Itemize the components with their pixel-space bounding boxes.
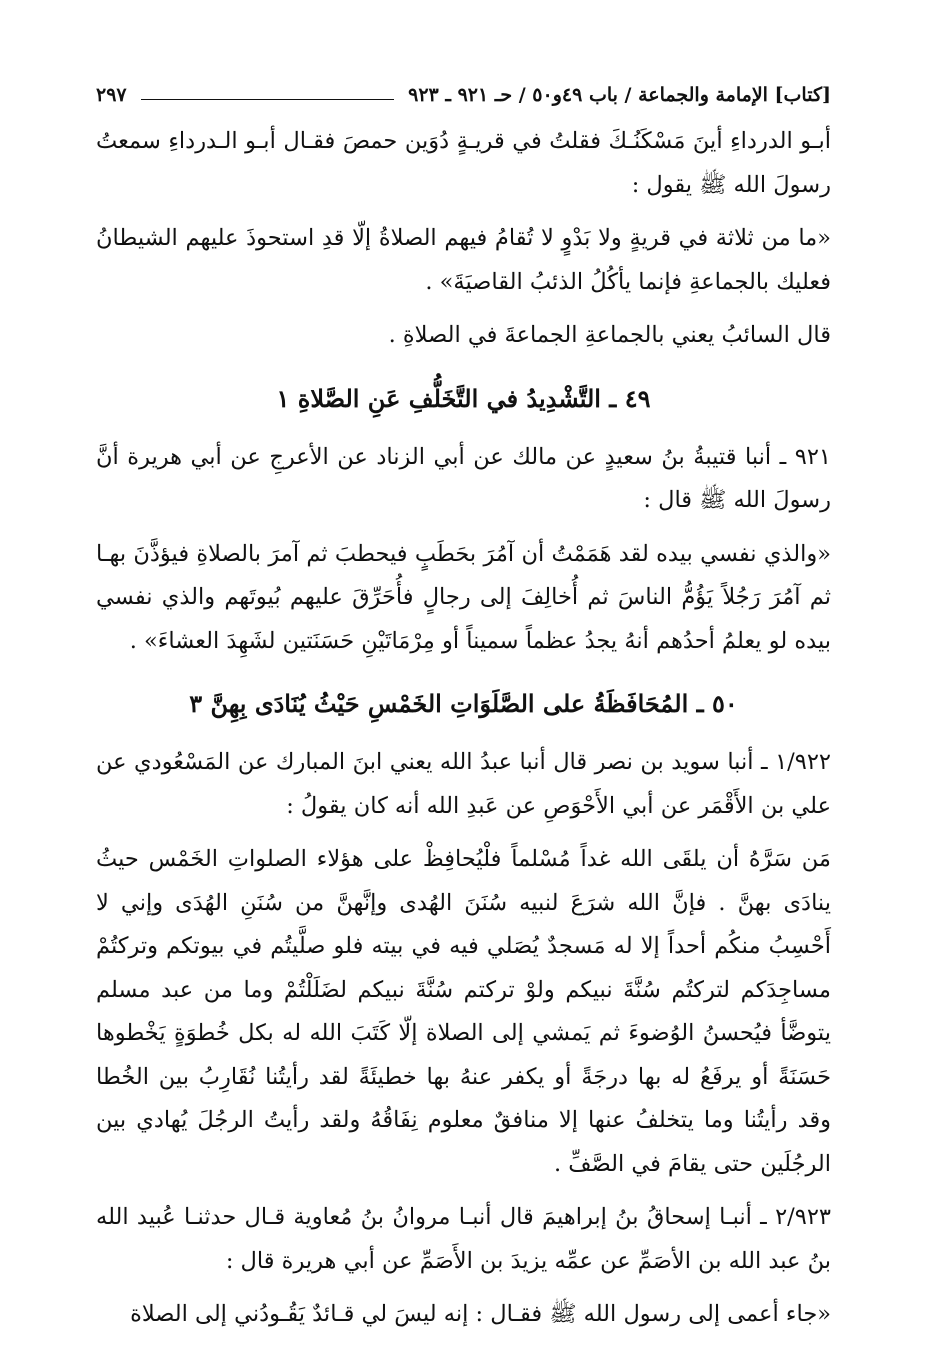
hadith-922-text: مَن سَرَّهُ أن يلقَى الله غداً مُسْلماً فلْيُحافِظْ على هؤلاء الصلواتِ الخَمْس حيثُ ينادَى بهنَّ . فإنَّ الله شرَعَ لنبيه سُنَنَ الهُدى وإنَّهنَّ من سُنَنِ الهُدَى وإني لا أَحْسِبُ منكُم أحداً إلا له مَسجدٌ يُصَلي فيه في بيته فلو صلَّيتُم في بيوتكم وتركتُمْ مساجِدَكم لتركتُم سُنَّةَ نبيكم ولوْ تركتم سُنَّةَ نبيكم لضَلَلْتُمْ وما من عبد مسلم يتوضَّأ فيُحسنُ الوُضوءَ ثم يَمشي إلى الصلاة إلّا كَتَبَ الله له بكل خُطوَةٍ يَخْطوها حَسَنَةً أو يرفَعُ له بها درجَةً أو يكفر عنهُ بها خطيئَةً لقد رأيتُنا نُقَارِبُ بين الخُطا وقد رأيتُنا وما يتخلفُ عنها إلا منافقٌ معلوم نِفَاقُهُ ولقد رأيتُ الرجُلَ يُهادي بين الرجُلَين حتى يقامَ في الصَّفِّ . (96, 846, 831, 1177)
page-number: ٢٩٧ (96, 84, 127, 106)
hadith-923: ٢/٩٢٣ ـ أنبـا إسحاقُ بنُ إبراهيمَ قال أنبـا مروانُ بنُ مُعاوية قـال حدثنـا عُبيد الله بنُ عبد الله بن الأصَمِّ عن عمِّه يزيدَ بن الأَصَمِّ عن أبي هريرة قال : (96, 1204, 831, 1274)
paragraph-1: أبـو الدرداءِ أينَ مَسْكَنُـكَ فقلتُ في قريـةٍ دُوَين حمصَ فقـال أبـو الـدرداءِ سمعتُ رسولَ الله ﷺ يقول : (96, 128, 831, 198)
running-title: [كتاب] الإمامة والجماعة / باب ٤٩و٥٠ / حـ ٩٢١ ـ ٩٢٣ (408, 84, 831, 106)
hadith-921-text: «والذي نفسي بيده لقد هَمَمْتُ أن آمُرَ بحَطَبٍ فيحطبَ ثم آمرَ بالصلاةِ فيؤذَّنَ بهـا ثم آمُرَ رَجُلاً يَؤُمُّ الناسَ ثم أُخالِفَ إلى رجالٍ فأُحَرِّقَ عليهم بُيوتَهم والذي نفسي بيده لو يعلمُ أحدُهم أنهُ يجدُ عظماً سميناً أو مِرْمَاتَيْنِ حَسَنَتين لشَهِدَ العشاءَ» . (96, 540, 831, 654)
hadith-921: ٩٢١ ـ أنبا قتيبةُ بنُ سعيدٍ عن مالك عن أبي الزناد عن الأعرجِ عن أبي هريرة أنَّ رسولَ الله ﷺ قال : (96, 443, 831, 513)
header-rule (141, 99, 395, 100)
paragraph-3: قال السائبُ يعني بالجماعةِ الجماعةَ في الصلاةِ . (388, 322, 831, 348)
section-heading-50: ٥٠ ـ المُحَافَظَةُ على الصَّلَوَاتِ الخَمْسِ حَيْثُ يُنَادَى بِهِنَّ ٣ (189, 689, 738, 718)
hadith-923-text: «جاء أعمى إلى رسول الله ﷺ فقـال : إنه ليسَ لي قـائدٌ يَقُـودُني إلى الصلاة (130, 1301, 831, 1327)
section-heading-49: ٤٩ ـ التَّشْدِيدُ في التَّخَلُّفِ عَنِ الصَّلاةِ ١ (276, 383, 651, 413)
page-header (96, 78, 831, 112)
body-text (96, 120, 831, 1337)
paragraph-2: «ما من ثلاثة في قريةٍ ولا بَدْوٍ لا تُقامُ فيهم الصلاةُ إلّا قدِ استحوذَ عليهم الشيطانُ فعليك بالجماعةِ فإنما يأكُلُ الذئبُ القاصيَةَ» . (96, 225, 831, 295)
hadith-922: ١/٩٢٢ ـ أنبا سويد بن نصر قال أنبا عبدُ الله يعني ابنَ المبارك عن المَسْعُودي عن علي بن الأَقْمَر عن أبي الأَحْوَصِ عن عَبدِ الله أنه كان يقولُ : (96, 749, 831, 819)
